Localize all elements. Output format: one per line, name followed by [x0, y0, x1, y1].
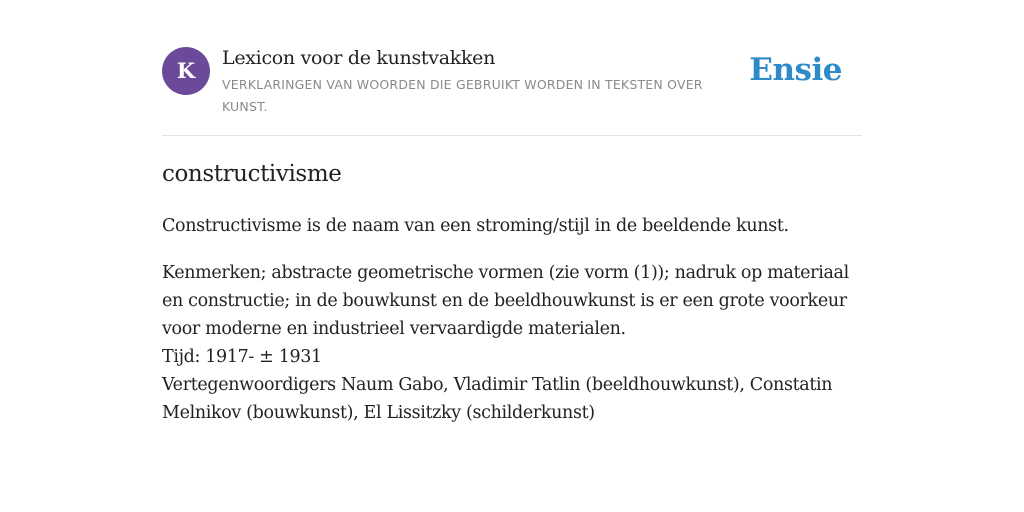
definition-representatives: Vertegenwoordigers Naum Gabo, Vladimir Tatlin (beeldhouwkunst), Constatin Melnikov (bouwkunst), El Lissitzky (schilderkunst)	[162, 375, 833, 423]
entry-definition	[162, 212, 862, 446]
lexicon-subtitle: VERKLARINGEN VAN WOORDEN DIE GEBRUIKT WORDEN IN TEKSTEN OVER KUNST.	[222, 77, 703, 114]
definition-details	[162, 259, 862, 427]
lexicon-header	[162, 46, 862, 116]
ensie-logo[interactable]: Ensie	[749, 52, 842, 88]
lexicon-title[interactable]: Lexicon voor de kunstvakken	[222, 47, 496, 69]
header-divider	[162, 135, 862, 136]
definition-period: Tijd: 1917- ± 1931	[162, 347, 322, 367]
definition-intro: Constructivisme is de naam van een stroming/stijl in de beeldende kunst.	[162, 216, 789, 236]
definition-characteristics: Kenmerken; abstracte geometrische vormen (zie vorm (1)); nadruk op materiaal en constructie; in de bouwkunst en de beeldhouwkunst is er een grote voorkeur voor moderne en industrieel vervaardigde materialen.	[162, 263, 849, 339]
lexicon-avatar[interactable]: K	[162, 47, 210, 95]
entry-term: constructivisme	[162, 161, 342, 187]
